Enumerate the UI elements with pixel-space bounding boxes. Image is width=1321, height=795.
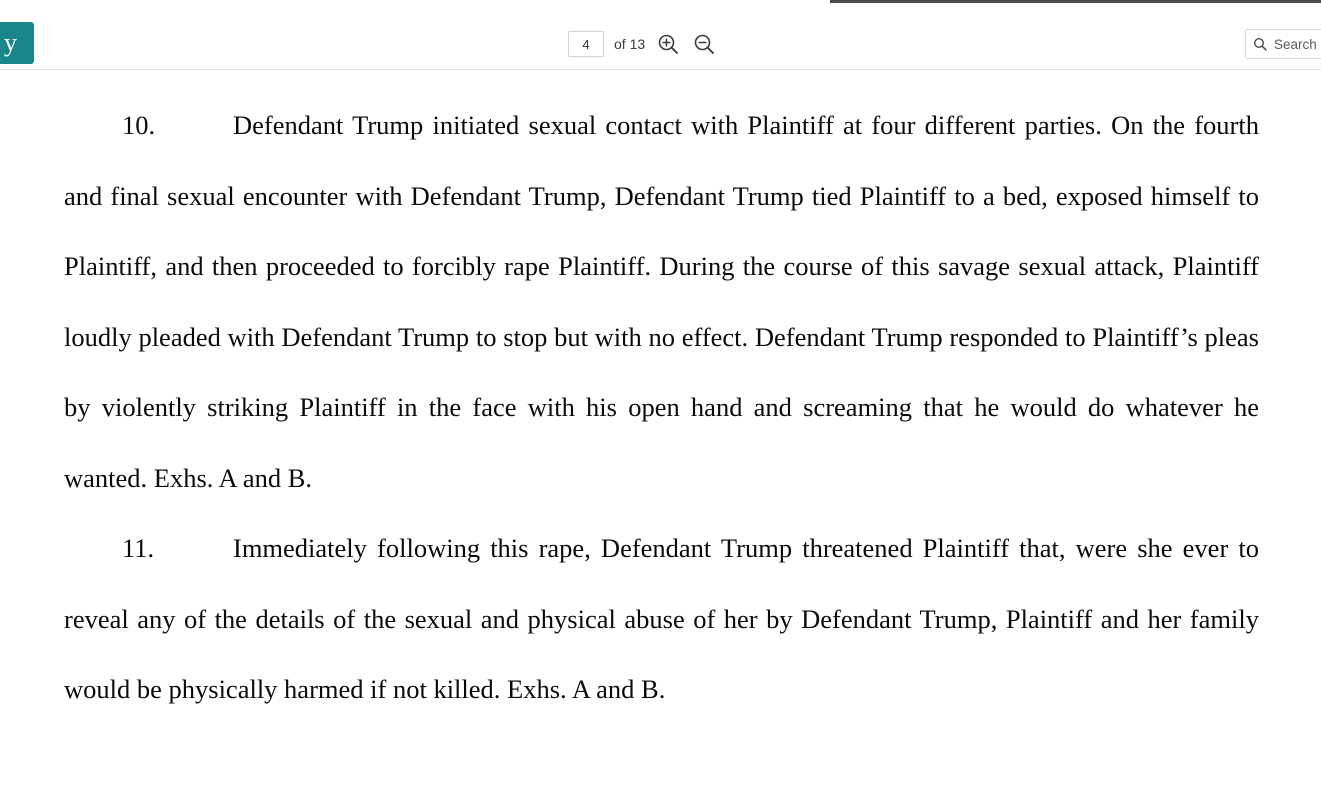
app-logo-glyph: y bbox=[4, 28, 17, 57]
page-navigation bbox=[568, 31, 717, 57]
page-count-label: of 13 bbox=[614, 36, 646, 52]
paragraph-text: Defendant Trump initiated sexual contact with Plaintiff at four different parties. On the fourth and final sexual encounter with Defendant Trump, Defendant Trump tied Plaintiff to a bed, exposed himself to Plaintiff, and then proceeded to forcibly rape Plaintiff. During the course of this savage sexual attack, Plaintiff loudly pleaded with Defendant Trump to stop but with no effect. Defendant Trump responded to Plaintiff’s pleas by violently striking Plaintiff in the face with his open hand and screaming that he would do whatever he wanted. Exhs. A and B. bbox=[64, 110, 1259, 493]
search-icon bbox=[1253, 37, 1267, 51]
paragraph-text: Immediately following this rape, Defendant Trump threatened Plaintiff that, were she ever to reveal any of the details of the sexual and physical abuse of her by Defendant Trump, Plaintiff and her family would be physically harmed if not killed. Exhs. A and B. bbox=[64, 533, 1259, 704]
document-paragraph bbox=[64, 513, 1259, 725]
paragraph-number: 10. bbox=[122, 110, 156, 140]
paragraph-number: 11. bbox=[122, 533, 155, 563]
document-paragraph bbox=[64, 90, 1259, 513]
viewer-toolbar bbox=[0, 0, 1321, 70]
zoom-out-icon[interactable] bbox=[691, 31, 717, 57]
page-number-input[interactable] bbox=[568, 31, 604, 57]
document-page bbox=[0, 70, 1321, 795]
document-text-body bbox=[64, 90, 1259, 725]
zoom-in-icon[interactable] bbox=[655, 31, 681, 57]
search-box[interactable] bbox=[1245, 29, 1321, 59]
toolbar-top-rule bbox=[830, 0, 1321, 3]
search-input[interactable] bbox=[1272, 36, 1321, 53]
app-logo[interactable] bbox=[0, 22, 34, 64]
